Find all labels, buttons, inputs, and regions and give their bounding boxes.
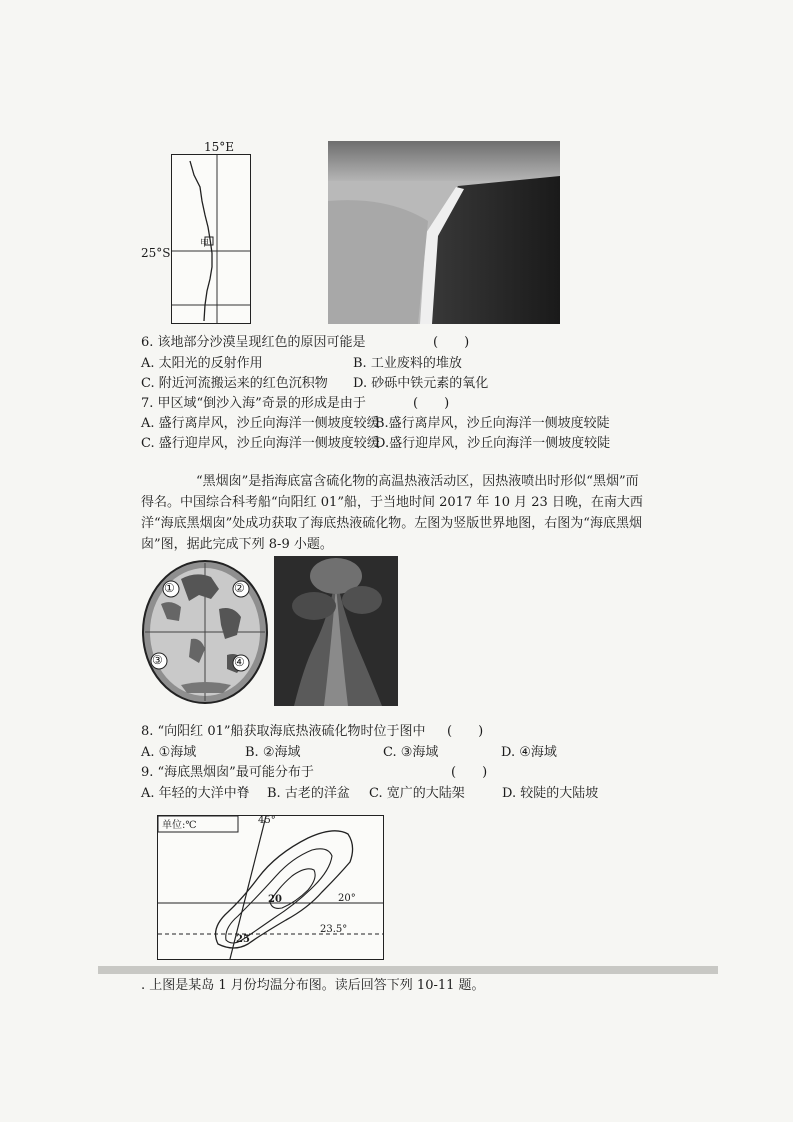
q9-bracket: ( ) [451,765,488,780]
q8-option-d: D. ④海域 [501,745,557,760]
q8-option-a: A. ①海域 [141,745,197,760]
isotherm-map [157,815,384,960]
desert-coast-photo [328,141,560,324]
world-map [141,559,269,705]
passage-line-4: 囱”图，据此完成下列 8-9 小题。 [141,537,333,552]
map1-place-label: 甲 [200,239,210,249]
world-map-marker-1: ① [164,581,175,595]
isotherm-map-drawing [158,816,383,959]
q7-option-c: C. 盛行迎岸风，沙丘向海洋一侧坡度较缓 [141,436,380,451]
world-map-drawing [141,559,269,705]
black-smoker-photo-art [274,556,398,706]
q9-option-c: C. 宽广的大陆架 [369,786,465,801]
q8-option-b: B. ②海域 [245,745,301,760]
q7-stem: 7. 甲区域“倒沙入海”奇景的形成是由于 [141,396,366,411]
isotherm-unit-label: 单位:℃ [162,820,197,831]
world-map-marker-2: ② [234,581,245,595]
q9-stem: 9. “海底黑烟囱”最可能分布于 [141,765,314,780]
world-map-marker-4: ④ [234,655,245,669]
q7-option-b: B.盛行离岸风，沙丘向海洋一侧坡度较陡 [375,416,610,431]
q9-option-d: D. 较陡的大陆坡 [502,786,599,801]
passage-line-1: “黑烟囱”是指海底富含硫化物的高温热液活动区，因热液喷出时形似“黑烟”而 [196,474,639,489]
q9-option-a: A. 年轻的大洋中脊 [141,786,250,801]
isotherm-label-25: 25 [236,934,250,945]
q6-stem: 6. 该地部分沙漠呈现红色的原因可能是 [141,335,366,350]
passage-line-2: 得名。中国综合科考船“向阳红 01”船，于当地时间 2017 年 10 月 23 日晚，在南大西 [141,495,643,510]
map1-lat-label: 25°S [141,246,171,260]
q6-bracket: ( ) [433,335,470,350]
q8-bracket: ( ) [447,724,484,739]
q7-bracket: ( ) [413,396,450,411]
q8-option-c: C. ③海域 [383,745,439,760]
isotherm-lon-label: 45° [258,815,276,826]
isotherm-label-20: 20 [268,894,282,905]
lat-label-23-5: 23.5° [320,924,348,935]
q8-stem: 8. “向阳红 01”船获取海底热液硫化物时位于图中 [141,724,426,739]
black-smoker-photo [274,556,398,706]
q7-option-a: A. 盛行离岸风，沙丘向海洋一侧坡度较缓 [141,416,380,431]
coast-map-drawing [172,155,250,323]
passage-line-3: 洋“海底黑烟囱”处成功获取了海底热液硫化物。左图为竖版世界地图，右图为“海底黑烟 [141,516,642,531]
q6-option-b: B. 工业废料的堆放 [353,356,462,371]
q6-option-a: A. 太阳光的反射作用 [141,356,263,371]
scan-divider [98,966,718,974]
isotherm-caption: . 上图是某岛 1 月份均温分布图。读后回答下列 10-11 题。 [141,978,485,993]
q6-option-c: C. 附近河流搬运来的红色沉积物 [141,376,328,391]
q6-option-d: D. 砂砾中铁元素的氧化 [353,376,489,391]
q9-option-b: B. 古老的洋盆 [267,786,350,801]
desert-coast-photo-art [328,141,560,324]
lat-label-20: 20° [338,893,356,904]
world-map-marker-3: ③ [152,653,163,667]
map1-lon-label: 15°E [204,140,235,154]
coast-map [171,154,251,324]
q7-option-d: D.盛行迎岸风，沙丘向海洋一侧坡度较陡 [375,436,611,451]
